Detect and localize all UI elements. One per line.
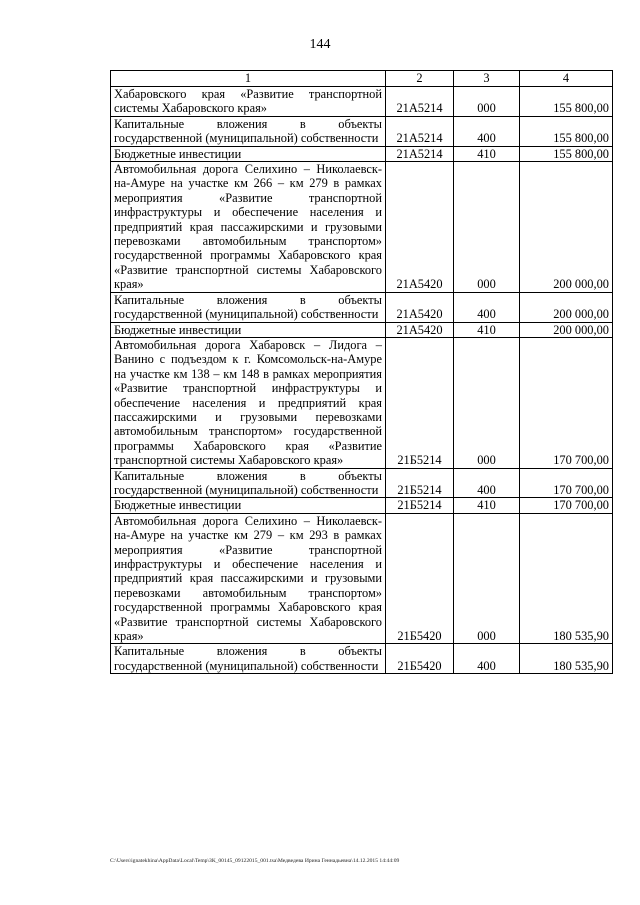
row-expense-type: 000 <box>454 337 520 468</box>
header-col-1: 1 <box>111 71 386 87</box>
row-amount: 180 535,90 <box>520 644 613 674</box>
row-amount: 200 000,00 <box>520 162 613 293</box>
row-target-code: 21А5420 <box>386 322 454 337</box>
table-row <box>111 87 613 117</box>
header-col-4: 4 <box>520 71 613 87</box>
row-description: Хабаровского края «Развитие транспортной системы Хабаровского края» <box>111 87 386 117</box>
row-amount: 170 700,00 <box>520 337 613 468</box>
row-expense-type: 410 <box>454 498 520 513</box>
row-target-code: 21Б5420 <box>386 644 454 674</box>
row-expense-type: 000 <box>454 162 520 293</box>
row-description: Бюджетные инвестиции <box>111 498 386 513</box>
row-amount: 200 000,00 <box>520 322 613 337</box>
row-expense-type: 400 <box>454 292 520 322</box>
row-target-code: 21А5420 <box>386 292 454 322</box>
row-description: Автомобильная дорога Селихино – Николаевск-на-Амуре на участке км 279 – км 293 в рамках мероприятия «Развитие транспортной инфраструктуры и обеспечение населения и предприятий края пассажирскими и грузовыми перевозками автомобильным транспортом» государственной программы Хабаровского края «Развитие транспортной системы Хабаровского края» <box>111 513 386 644</box>
row-amount: 155 800,00 <box>520 116 613 146</box>
row-description: Капитальные вложения в объекты государственной (муниципальной) собственности <box>111 116 386 146</box>
row-amount: 155 800,00 <box>520 87 613 117</box>
row-expense-type: 410 <box>454 146 520 161</box>
table-row <box>111 468 613 498</box>
row-target-code: 21Б5214 <box>386 468 454 498</box>
row-description: Капитальные вложения в объекты государственной (муниципальной) собственности <box>111 644 386 674</box>
row-expense-type: 410 <box>454 322 520 337</box>
table-row <box>111 116 613 146</box>
row-expense-type: 000 <box>454 513 520 644</box>
row-description: Капитальные вложения в объекты государственной (муниципальной) собственности <box>111 292 386 322</box>
row-target-code: 21Б5420 <box>386 513 454 644</box>
row-description: Бюджетные инвестиции <box>111 146 386 161</box>
row-expense-type: 400 <box>454 116 520 146</box>
table-row <box>111 513 613 644</box>
row-amount: 170 700,00 <box>520 468 613 498</box>
header-col-2: 2 <box>386 71 454 87</box>
row-amount: 155 800,00 <box>520 146 613 161</box>
row-target-code: 21А5214 <box>386 116 454 146</box>
row-target-code: 21Б5214 <box>386 337 454 468</box>
table-row <box>111 146 613 161</box>
file-path-footer: C:\Users\ignatekhina\AppData\Local\Temp\ЗК_00145_09122015_001.tsa\Медведева Ирина Геннадьевна\14.12.2015 14:44:09 <box>110 858 400 864</box>
table-row <box>111 337 613 468</box>
row-expense-type: 400 <box>454 644 520 674</box>
row-amount: 180 535,90 <box>520 513 613 644</box>
row-description: Автомобильная дорога Селихино – Николаевск-на-Амуре на участке км 266 – км 279 в рамках мероприятия «Развитие транспортной инфраструктуры и обеспечение населения и предприятий края пассажирскими и грузовыми перевозками автомобильным транспортом» государственной программы Хабаровского края «Развитие транспортной системы Хабаровского края» <box>111 162 386 293</box>
row-amount: 200 000,00 <box>520 292 613 322</box>
table-row <box>111 162 613 293</box>
table-header-row <box>111 71 613 87</box>
row-description: Автомобильная дорога Хабаровск – Лидога – Ванино с подъездом к г. Комсомольск-на-Амуре на участке км 138 – км 148 в рамках мероприятия «Развитие транспортной инфраструктуры и обеспечение населения и предприятий края пассажирскими и грузовыми перевозками автомобильным транспортом» государственной программы Хабаровского края «Развитие транспортной системы Хабаровского края» <box>111 337 386 468</box>
row-expense-type: 000 <box>454 87 520 117</box>
row-target-code: 21А5214 <box>386 146 454 161</box>
row-description: Бюджетные инвестиции <box>111 322 386 337</box>
row-target-code: 21А5420 <box>386 162 454 293</box>
row-amount: 170 700,00 <box>520 498 613 513</box>
row-description: Капитальные вложения в объекты государственной (муниципальной) собственности <box>111 468 386 498</box>
table-row <box>111 644 613 674</box>
page-number: 144 <box>309 37 331 52</box>
row-expense-type: 400 <box>454 468 520 498</box>
table-row <box>111 322 613 337</box>
table-row <box>111 292 613 322</box>
row-target-code: 21Б5214 <box>386 498 454 513</box>
table-row <box>111 498 613 513</box>
row-target-code: 21А5214 <box>386 87 454 117</box>
budget-table <box>110 70 613 674</box>
header-col-3: 3 <box>454 71 520 87</box>
